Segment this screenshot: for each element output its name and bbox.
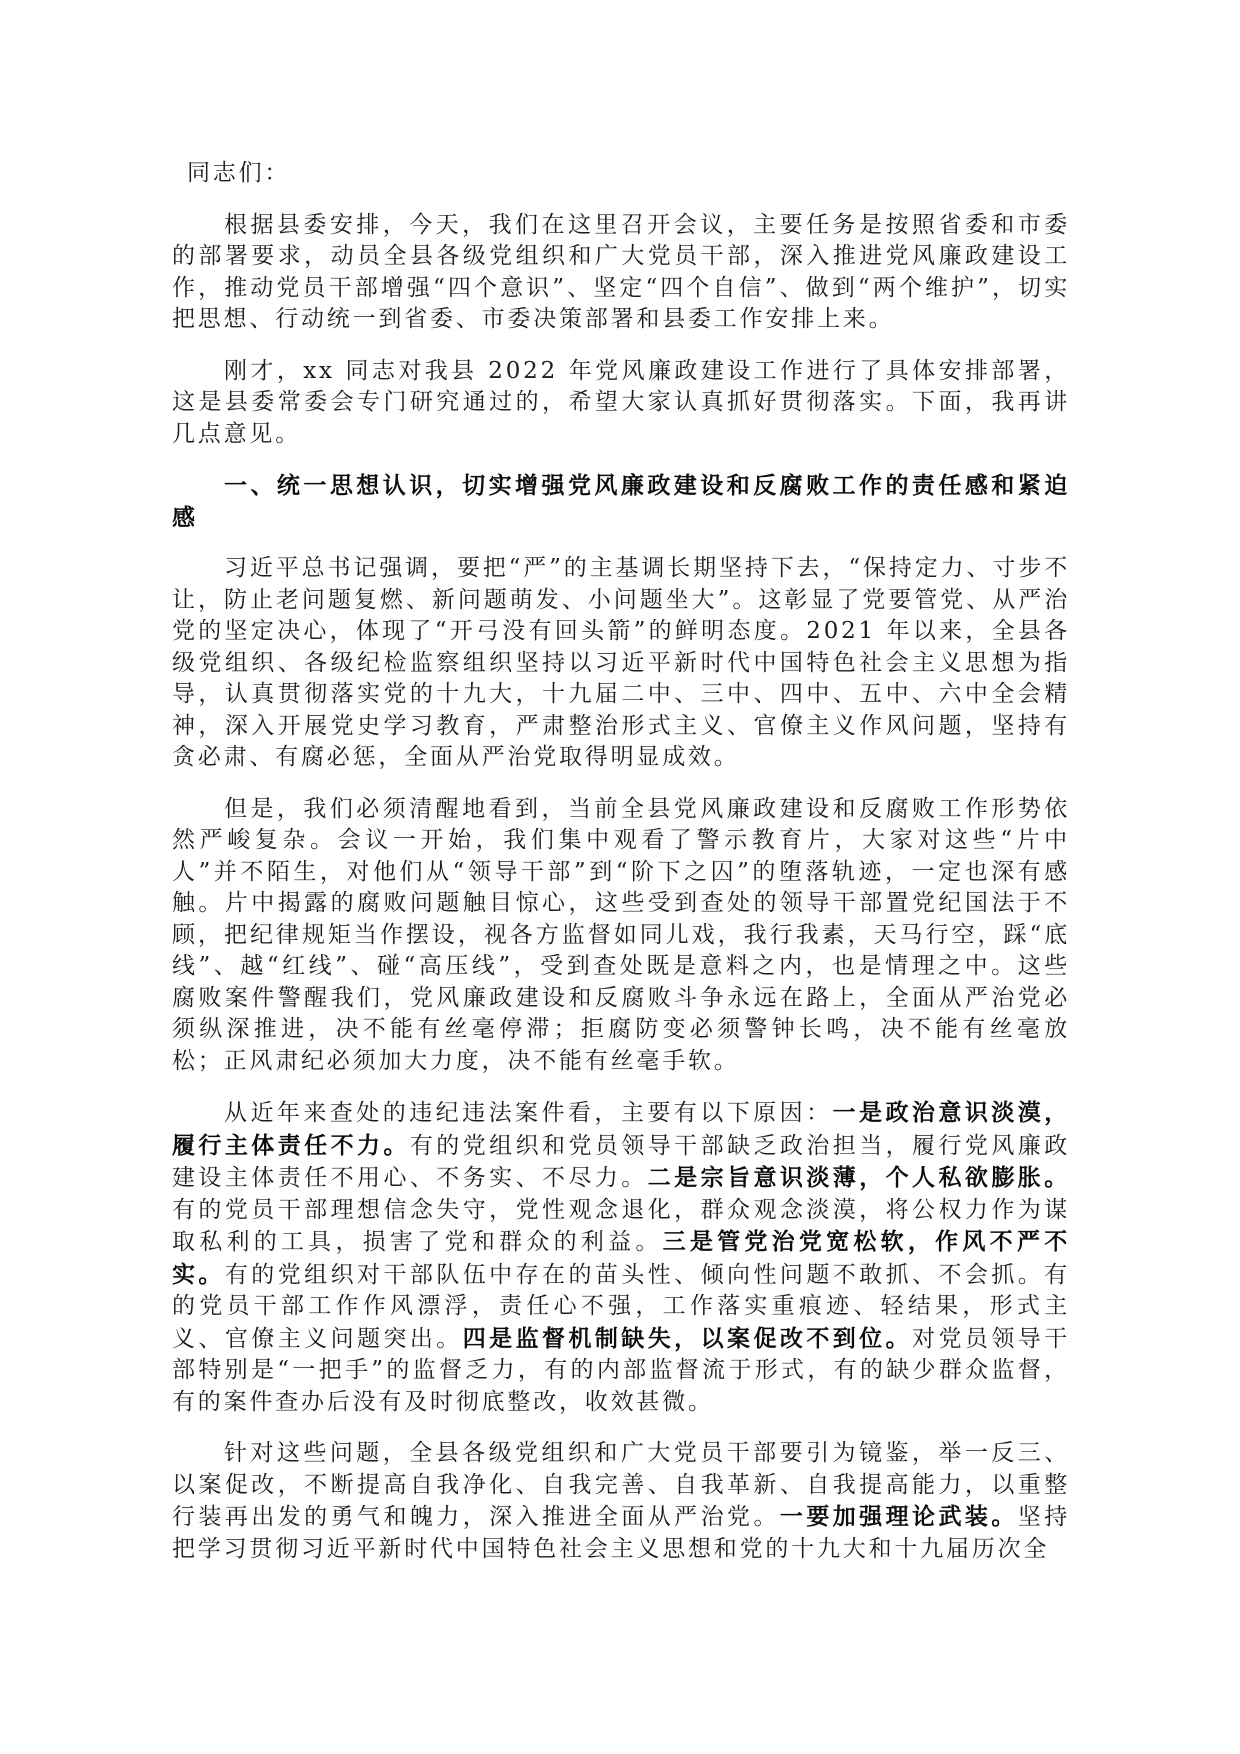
text-run: 有的党组织和党员领导干部缺乏政治担当，履行党风廉政建设主体责任不用心、不务实、不尽力。: [172, 1132, 1070, 1191]
text-run-bold: 二是宗旨意识淡薄，个人私欲膨胀。: [647, 1164, 1070, 1191]
section-heading: [172, 470, 1070, 533]
paragraph: [172, 1438, 1070, 1565]
text-run: 针对这些问题，全县各级党组织和广大党员干部要引为镜鉴，举一反三、以案促改，不断提高自我净化、自我完善、自我革新、自我提高能力，以重整行装再出发的勇气和魄力，深入推进全面从严治党。: [172, 1440, 1070, 1530]
text-run: 对党员领导干部特别是“一把手”的监督乏力，有的内部监督流于形式，有的缺少群众监督，有的案件查办后没有及时彻底整改，收效甚微。: [172, 1325, 1070, 1415]
text-run-bold: 一是政治意识淡漠，履行主体责任不力。: [172, 1099, 1070, 1159]
document-content: [172, 158, 1070, 1565]
salutation-line: [172, 158, 1070, 190]
text-run: 但是，我们必须清醒地看到，当前全县党风廉政建设和反腐败工作形势依然严峻复杂。会议一开始，我们集中观看了警示教育片，大家对这些“片中人”并不陌生，对他们从“领导干部”到“阶下之囚”的堕落轨迹，一定也深有感触。片中揭露的腐败问题触目惊心，这些受到查处的领导干部置党纪国法于不顾，把纪律规矩当作摆设，视各方监督如同儿戏，我行我素，天马行空，踩“底线”、越“红线”、碰“高压线”，受到查处既是意料之内，也是情理之中。这些腐败案件警醒我们，党风廉政建设和反腐败斗争永远在路上，全面从严治党必须纵深推进，决不能有丝毫停滞；拒腐防变必须警钟长鸣，决不能有丝毫放松；正风肃纪必须加大力度，决不能有丝毫手软。: [172, 795, 1070, 1074]
text-run: 根据县委安排，今天，我们在这里召开会议，主要任务是按照省委和市委的部署要求，动员全县各级党组织和广大党员干部，深入推进党风廉政建设工作，推动党员干部增强“四个意识”、坚定“四个自信”、做到“两个维护”，切实把思想、行动统一到省委、市委决策部署和县委工作安排上来。: [172, 211, 1070, 332]
text-run: 刚才，xx 同志对我县 2022 年党风廉政建设工作进行了具体安排部署，这是县委常委会专门研究通过的，希望大家认真抓好贯彻落实。下面，我再讲几点意见。: [172, 357, 1070, 447]
text-run-bold: 一要加强理论武装。: [779, 1503, 1018, 1530]
paragraph: [172, 356, 1070, 451]
paragraph: [172, 1097, 1070, 1418]
paragraph: [172, 794, 1070, 1078]
text-run-bold: 三是管党治党宽松软，作风不严不实。: [172, 1228, 1070, 1288]
text-run-bold: 一、统一思想认识，切实增强党风廉政建设和反腐败工作的责任感和紧迫感: [172, 472, 1070, 531]
text-run: 同志们：: [187, 160, 291, 186]
text-run: 习近平总书记强调，要把“严”的主基调长期坚持下去，“保持定力、寸步不让，防止老问题复燃、新问题萌发、小问题坐大”。这彰显了党要管党、从严治党的坚定决心，体现了“开弓没有回头箭”的鲜明态度。2021 年以来，全县各级党组织、各级纪检监察组织坚持以习近平新时代中国特色社会主义思想为指导，认真贯彻落实党的十九大，十九届二中、三中、四中、五中、六中全会精神，深入开展党史学习教育，严肃整治形式主义、官僚主义作风问题，坚持有贪必肃、有腐必惩，全面从严治党取得明显成效。: [172, 555, 1070, 770]
paragraph: [172, 553, 1070, 774]
text-run-bold: 四是监督机制缺失，以案促改不到位。: [462, 1324, 913, 1352]
text-run: 有的党组织对干部队伍中存在的苗头性、倾向性问题不敢抓、不会抓。有的党员干部工作作风漂浮，责任心不强，工作落实重痕迹、轻结果，形式主义、官僚主义问题突出。: [172, 1261, 1070, 1352]
text-run: 从近年来查处的违纪违法案件看，主要有以下原因：: [224, 1100, 833, 1126]
text-run: 有的党员干部理想信念失守，党性观念退化，群众观念淡漠，将公权力作为谋取私利的工具，损害了党和群众的利益。: [172, 1196, 1070, 1255]
text-run: 坚持把学习贯彻习近平新时代中国特色社会主义思想和党的十九大和十九届历次全: [172, 1504, 1070, 1562]
paragraph: [172, 210, 1070, 336]
